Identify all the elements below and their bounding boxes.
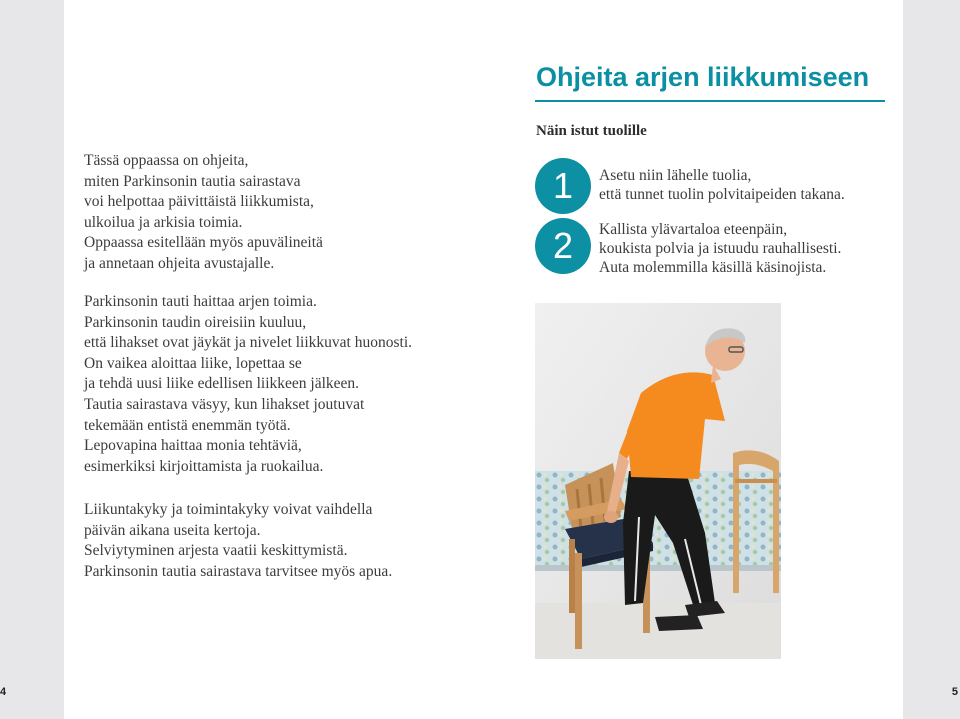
title-underline xyxy=(535,100,885,102)
text-line: miten Parkinsonin tautia sairastava xyxy=(84,172,301,190)
right-margin-strip xyxy=(903,0,960,719)
section-subheading: Näin istut tuolille xyxy=(536,123,647,139)
intro-paragraph xyxy=(84,151,323,275)
page-title: Ohjeita arjen liikkumiseen xyxy=(536,62,870,92)
text-line: Tautia sairastava väsyy, kun lihakset joutuvat xyxy=(84,395,365,413)
text-line: koukista polvia ja istuudu rauhallisesti. xyxy=(599,240,842,257)
text-line: Oppaassa esitellään myös apuvälineitä xyxy=(84,234,323,252)
text-line: että tunnet tuolin polvitaipeiden takana. xyxy=(599,186,845,203)
text-line: Asetu niin lähelle tuolia, xyxy=(599,167,752,184)
left-margin-strip xyxy=(0,0,64,719)
text-line: Liikuntakyky ja toimintakyky voivat vaihdella xyxy=(84,501,373,518)
page-number-right: 5 xyxy=(951,686,958,698)
text-line: Auta molemmilla käsillä käsinojista. xyxy=(599,259,827,276)
text-line: Parkinsonin taudin oireisiin kuuluu, xyxy=(84,313,307,331)
text-line: ja tehdä uusi liike edellisen liikkeen jälkeen. xyxy=(84,375,360,393)
text-line: että lihakset ovat jäykät ja nivelet liikkuvat huonosti. xyxy=(84,334,413,352)
text-line: On vaikea aloittaa liike, lopettaa se xyxy=(84,354,302,372)
text-line: Parkinsonin tauti haittaa arjen toimia. xyxy=(84,293,317,310)
symptoms-paragraph xyxy=(84,292,412,477)
text-line: ja annetaan ohjeita avustajalle. xyxy=(84,254,275,272)
text-line: päivän aikana useita kertoja. xyxy=(84,521,261,539)
ability-paragraph xyxy=(84,500,392,582)
text-line: tekemään entistä enemmän työtä. xyxy=(84,416,291,434)
text-line: voi helpottaa päivittäistä liikkumista, xyxy=(84,193,314,211)
step-1-text xyxy=(599,166,845,204)
text-line: Lepovapina haittaa monia tehtäviä, xyxy=(84,437,302,455)
step-2-text xyxy=(599,220,841,277)
text-line: Kallista ylävartaloa eteenpäin, xyxy=(599,221,788,238)
text-line: Tässä oppaassa on ohjeita, xyxy=(84,152,249,169)
page-number-left: 4 xyxy=(0,686,7,698)
text-line: Parkinsonin tautia sairastava tarvitsee myös apua. xyxy=(84,562,393,580)
step-number-badge: 1 xyxy=(535,158,591,214)
sitting-down-photo xyxy=(535,303,781,659)
photo-illustration xyxy=(535,303,781,659)
text-line: ulkoilua ja arkisia toimia. xyxy=(84,213,243,231)
text-line: Selviytyminen arjesta vaatii keskittymistä. xyxy=(84,542,348,560)
step-number-badge: 2 xyxy=(535,218,591,274)
text-line: esimerkiksi kirjoittamista ja ruokailua. xyxy=(84,457,324,475)
